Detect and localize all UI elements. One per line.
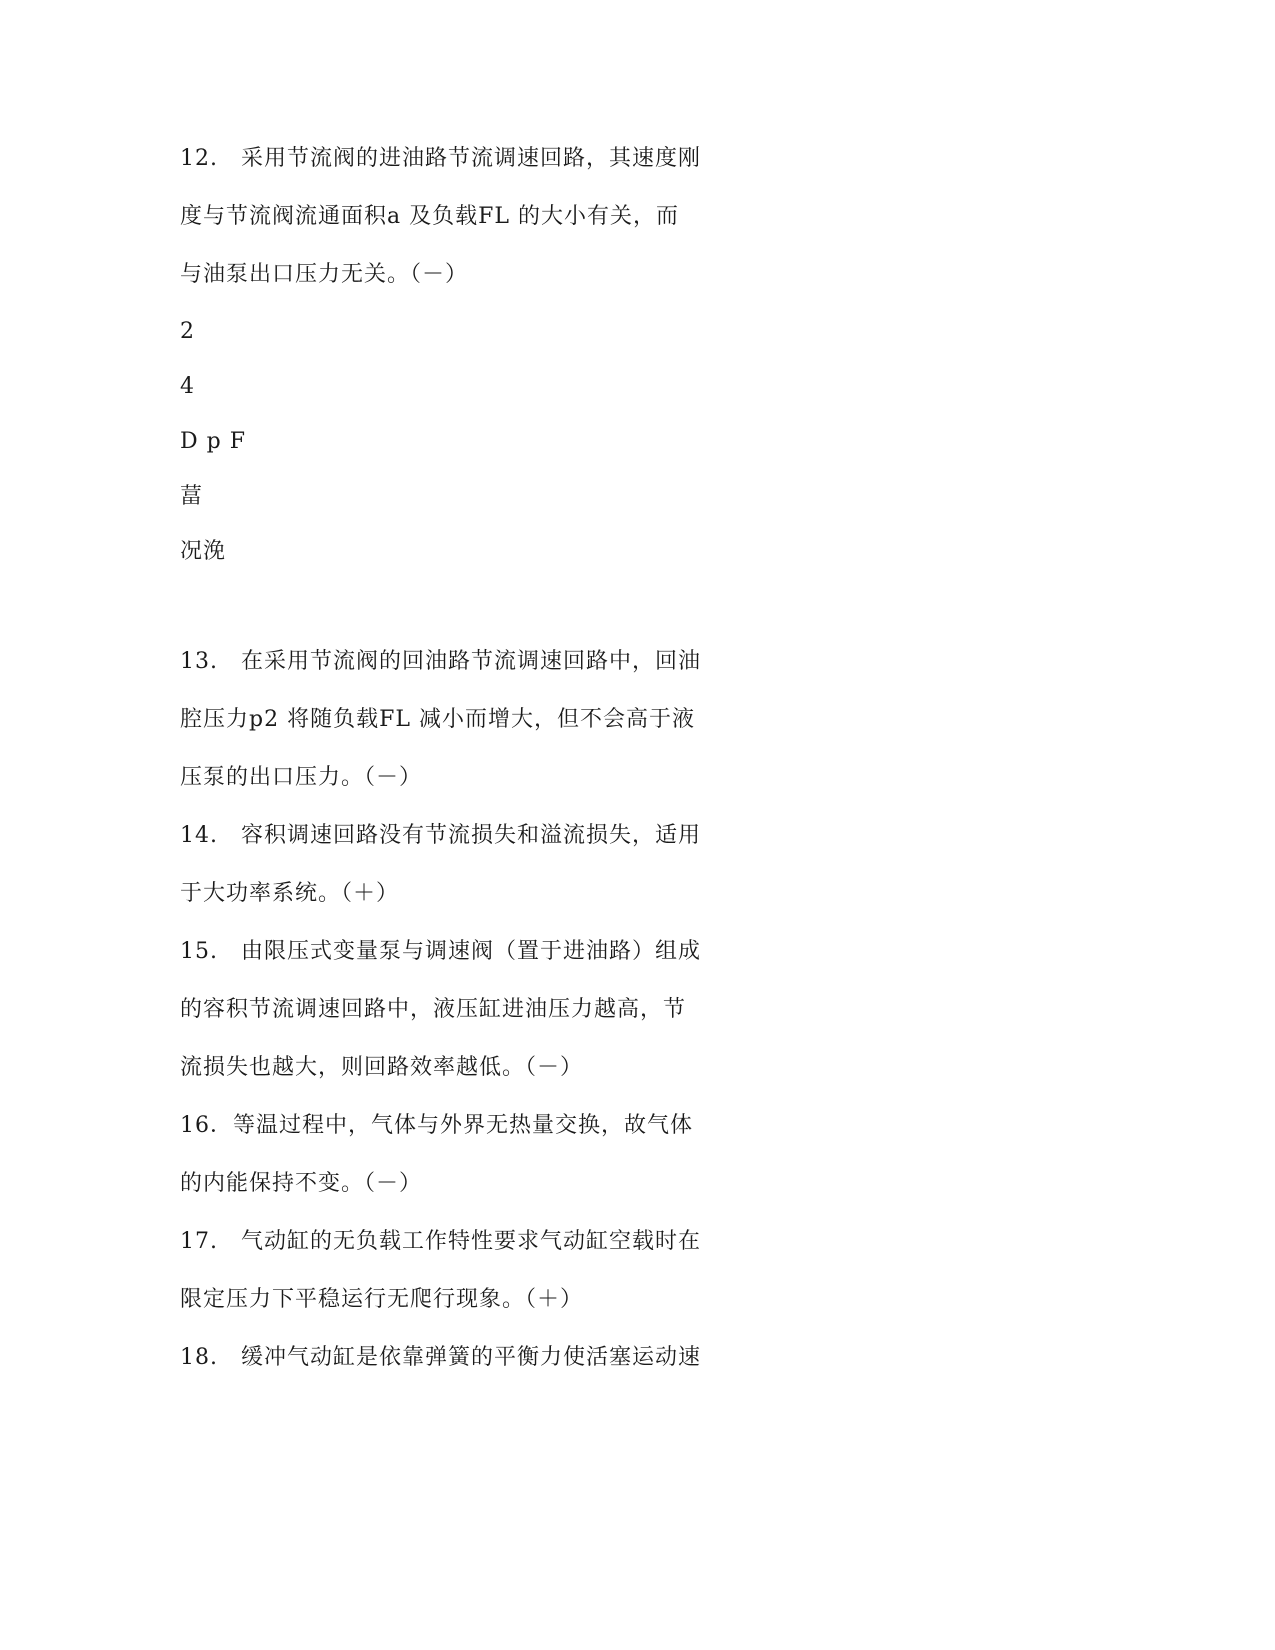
- q12-line-1: 12. 采用节流阀的进油路节流调速回路，其速度刚: [180, 146, 701, 171]
- q12-line-2: 度与节流阀流通面积a 及负载FL 的大小有关，而: [180, 204, 679, 229]
- formula-fragment-2: 4: [180, 374, 195, 399]
- q17-line-1: 17. 气动缸的无负载工作特性要求气动缸空载时在: [180, 1229, 701, 1254]
- q16-line-1: 16．等温过程中，气体与外界无热量交换，故气体: [180, 1113, 693, 1138]
- formula-fragment-4: 葍: [180, 484, 204, 509]
- q18-line-1: 18. 缓冲气动缸是依靠弹簧的平衡力使活塞运动速: [180, 1345, 701, 1370]
- formula-fragment-5: 况浼: [180, 539, 227, 564]
- q15-line-3: 流损失也越大，则回路效率越低。（－）: [180, 1055, 584, 1080]
- q15-line-2: 的容积节流调速回路中，液压缸进油压力越高，节: [180, 997, 687, 1022]
- q13-line-1: 13. 在采用节流阀的回油路节流调速回路中，回油: [180, 649, 701, 674]
- q15-line-1: 15. 由限压式变量泵与调速阀（置于进油路）组成: [180, 939, 701, 964]
- formula-fragment-1: 2: [180, 319, 195, 344]
- q17-line-2: 限定压力下平稳运行无爬行现象。（＋）: [180, 1287, 584, 1312]
- formula-fragment-3: D p F: [180, 429, 246, 454]
- q13-line-2: 腔压力p2 将随负载FL 减小而增大，但不会高于液: [180, 707, 695, 732]
- q14-line-1: 14. 容积调速回路没有节流损失和溢流损失，适用: [180, 823, 701, 848]
- q12-line-3: 与油泵出口压力无关。（－）: [180, 262, 469, 287]
- q16-line-2: 的内能保持不变。（－）: [180, 1171, 423, 1196]
- q14-line-2: 于大功率系统。（＋）: [180, 881, 400, 906]
- q13-line-3: 压泵的出口压力。（－）: [180, 765, 423, 790]
